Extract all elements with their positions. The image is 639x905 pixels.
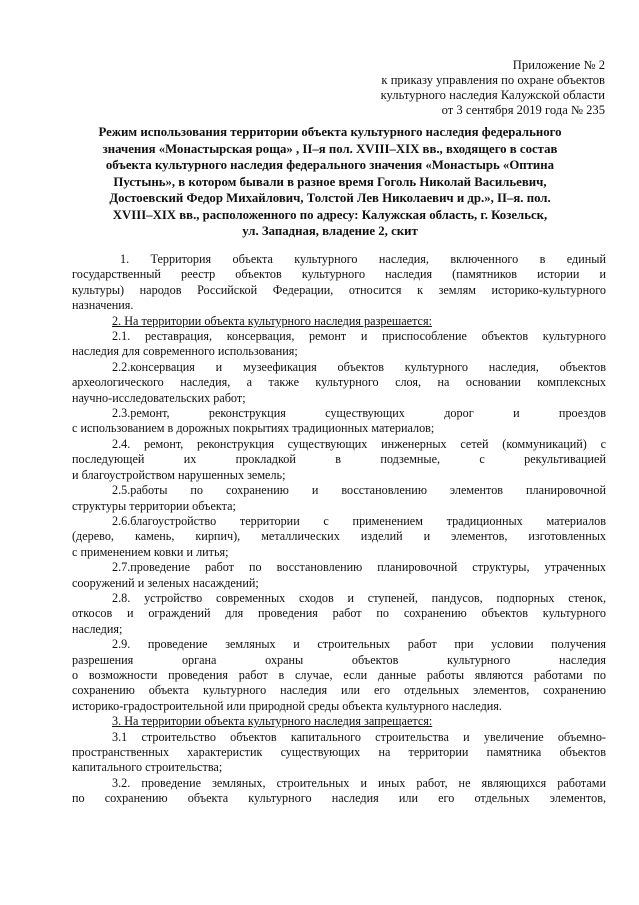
appendix-line: культурного наследия Калужской области (380, 88, 605, 102)
body-line: последующей их прокладкой в подземные, с рекультивацией (72, 452, 606, 467)
body-line: пространственных характеристик существующих на территории памятника объектов (72, 745, 606, 759)
appendix-line: к приказу управления по охране объектов (381, 73, 605, 87)
title-line: Режим использования территории объекта культурного наследия федерального (98, 125, 562, 139)
body-line: 2.6.благоустройство территории с применением традиционных материалов (112, 513, 606, 528)
body-line: историко-градостроительной или природной среды объекта культурного наследия. (72, 698, 502, 713)
body-line: наследия; (72, 621, 123, 636)
body-line: 2.5.работы по сохранению и восстановлению элементов планировочной (112, 483, 606, 498)
body-line: 2.9. проведение земляных и строительных работ при условии получения (112, 637, 606, 652)
title-line: значения «Монастырская роща» , II–я пол. XVIII–XIX вв., входящего в состав (102, 141, 558, 156)
appendix-line: Приложение № 2 (512, 58, 605, 72)
body-line: 3.2. проведение земляных, строительных и иных работ, не являющихся работами (112, 775, 606, 790)
body-line: сохранению объекта культурного наследия или его отдельных элементов, сохранению (72, 683, 606, 698)
appendix-header (381, 58, 605, 118)
body-line: 2.4. ремонт, реконструкция существующих инженерных сетей (коммуникаций) с (112, 436, 606, 451)
body-line: разрешения органа охраны объектов культурного наследия (72, 652, 606, 667)
section-heading: 3. На территории объекта культурного наследия запрещается: (112, 714, 433, 729)
body-line: 2.8. устройство современных сходов и ступеней, пандусов, подпорных стенок, (112, 590, 606, 605)
body-line: с использованием в дорожных покрытиях традиционных материалов; (72, 421, 435, 436)
title-line: объекта культурного наследия федерального значения «Монастырь «Оптина (105, 158, 555, 172)
document-body (72, 252, 606, 807)
body-line: археологического наследия, а также культурного слоя, на основании комплексных (72, 375, 606, 390)
body-line: структуры территории объекта; (72, 498, 236, 513)
body-line: 2.1. реставрация, консервация, ремонт и приспособление объектов культурного (112, 329, 606, 344)
title-line: Пустынь», в котором бывали в разное время Гоголь Николай Васильевич, (113, 174, 547, 189)
body-line: по сохранению объекта культурного наследия или его отдельных элементов, (72, 791, 606, 806)
document-title (60, 124, 600, 240)
body-line: 2.7.проведение работ по восстановлению планировочной структуры, утраченных (112, 560, 606, 575)
body-line: 2.2.консервация и музеефикация объектов культурного наследия, объектов (112, 359, 606, 374)
body-line: и благоустройством нарушенных земель; (72, 467, 286, 482)
body-line: наследия для современного использования; (72, 344, 298, 359)
title-line: Достоевский Федор Михайлович, Толстой Лев Николаевич и др.», II–я. пол. (109, 191, 551, 205)
body-line: научно-исследовательских работ; (72, 390, 246, 405)
body-line: культуры) народов Российской Федерации, относится к землям историко-культурного (72, 282, 606, 297)
body-line: о возможности проведения работ в случае, если данные работы являются работами по (72, 667, 606, 682)
body-line: капитального строительства; (72, 760, 223, 775)
body-line: 2.3.ремонт, реконструкция существующих дорог и проездов (112, 406, 606, 421)
body-line: 3.1 строительство объектов капитального строительства и увеличение объемно- (112, 729, 606, 744)
title-line: XVIII–XIX вв., расположенного по адресу: Калужская область, г. Козельск, (112, 207, 548, 222)
appendix-line: от 3 сентября 2019 года № 235 (441, 103, 605, 117)
body-line: сооружений и зеленых насаждений; (72, 575, 259, 590)
body-line: государственный реестр объектов культурного наследия (памятников истории и (72, 267, 606, 282)
body-line: откосов и ограждений для проведения работ по сохранению объектов культурного (72, 606, 606, 621)
title-line: ул. Западная, владение 2, скит (242, 224, 418, 238)
body-line: 1. Территория объекта культурного наследия, включенного в единый (120, 252, 606, 266)
body-line: (дерево, камень, кирпич), металлических изделий и элементов, изготовленных (72, 529, 606, 544)
body-line: с применением ковки и литья; (72, 544, 229, 559)
section-heading: 2. На территории объекта культурного наследия разрешается: (112, 313, 432, 328)
body-line: назначения. (72, 298, 134, 313)
